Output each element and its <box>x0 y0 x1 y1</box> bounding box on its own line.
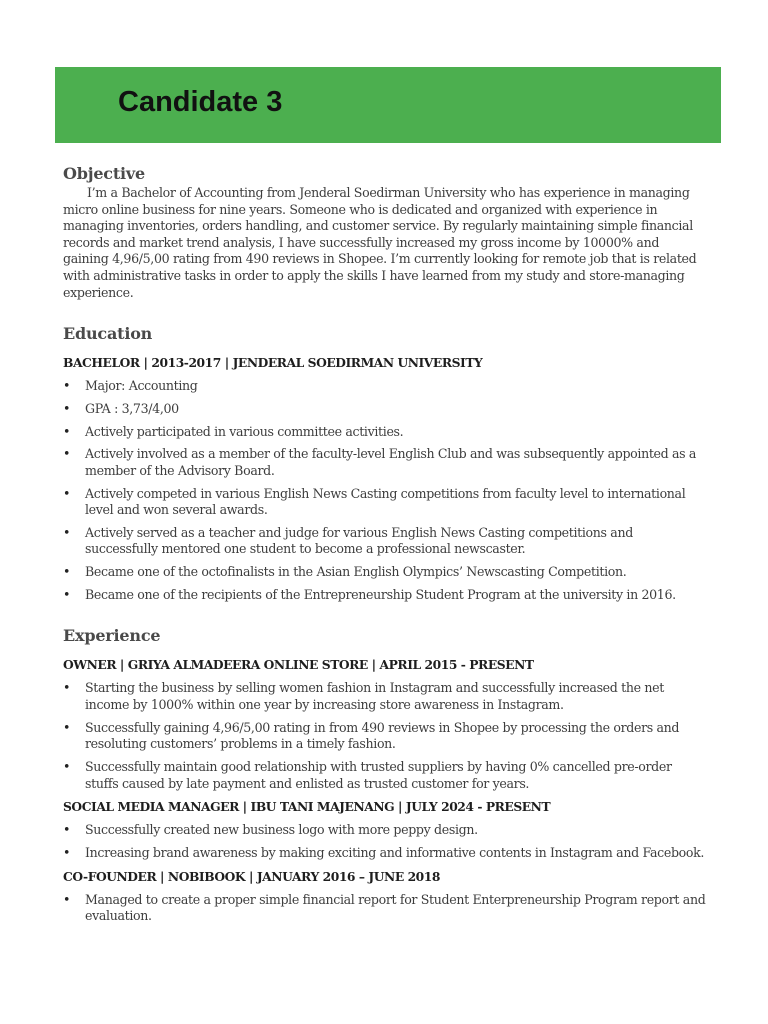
experience-entry-heading: OWNER | GRIYA ALMADEERA ONLINE STORE | APRIL 2015 - PRESENT <box>63 657 534 673</box>
header-banner <box>55 67 721 143</box>
list-item: • Managed to create a proper simple financial report for Student Enterpreneurship Program report and evaluation. <box>63 892 708 925</box>
resume-body <box>63 160 708 931</box>
experience-entry-heading: SOCIAL MEDIA MANAGER | IBU TANI MAJENANG | JULY 2024 - PRESENT <box>63 799 551 815</box>
objective-text: I’m a Bachelor of Accounting from Jenderal Soedirman University who has experience in managing micro online business for nine years. Someone who is dedicated and organized with experience in managing inventories, orders handling, and customer service. By regularly maintaining simple financial records and market trend analysis, I have successfully increased my gross income by 10000% and gaining 4,96/5,00 rating from 490 reviews in Shopee. I’m currently looking for remote job that is related with administrative tasks in order to apply the skills I have learned from my study and store-managing experience. <box>63 185 697 300</box>
list-item: • Actively competed in various English News Casting competitions from faculty level to international level and won several awards. <box>63 486 708 519</box>
experience-bullet-list <box>63 892 708 925</box>
education-entry-heading: BACHELOR | 2013-2017 | JENDERAL SOEDIRMAN UNIVERSITY <box>63 355 483 371</box>
list-item: • Became one of the recipients of the Entrepreneurship Student Program at the university in 2016. <box>63 587 708 604</box>
list-item: • Successfully maintain good relationship with trusted suppliers by having 0% cancelled pre-order stuffs caused by late payment and enlisted as trusted customer for years. <box>63 759 708 792</box>
education-section <box>63 323 708 603</box>
education-heading: Education <box>63 324 153 344</box>
experience-bullet-list <box>63 680 708 792</box>
list-item: • Successfully gaining 4,96/5,00 rating in from 490 reviews in Shopee by processing the orders and resoluting customers’ problems in a timely fashion. <box>63 720 708 753</box>
list-item: • Became one of the octofinalists in the Asian English Olympics’ Newscasting Competition. <box>63 564 708 581</box>
list-item: • Successfully created new business logo with more peppy design. <box>63 822 708 839</box>
experience-entry-heading: CO-FOUNDER | NOBIBOOK | JANUARY 2016 – JUNE 2018 <box>63 868 440 884</box>
experience-bullet-list <box>63 822 708 861</box>
list-item: • Actively involved as a member of the faculty-level English Club and was subsequently appointed as a member of the Advisory Board. <box>63 446 708 479</box>
list-item: • GPA : 3,73/4,00 <box>63 401 708 418</box>
experience-heading: Experience <box>63 626 161 646</box>
list-item: • Actively participated in various committee activities. <box>63 424 708 441</box>
list-item: • Increasing brand awareness by making exciting and informative contents in Instagram and Facebook. <box>63 845 708 862</box>
objective-heading: Objective <box>63 164 145 183</box>
experience-section <box>63 625 708 924</box>
objective-section <box>63 163 708 301</box>
list-item: • Starting the business by selling women fashion in Instagram and successfully increased the net income by 1000% within one year by increasing store awareness in Instagram. <box>63 680 708 713</box>
page-title: Candidate 3 <box>118 86 283 118</box>
list-item: • Major: Accounting <box>63 378 708 395</box>
list-item: • Actively served as a teacher and judge for various English News Casting competitions and successfully mentored one student to become a professional newscaster. <box>63 525 708 558</box>
education-bullet-list <box>63 378 708 603</box>
